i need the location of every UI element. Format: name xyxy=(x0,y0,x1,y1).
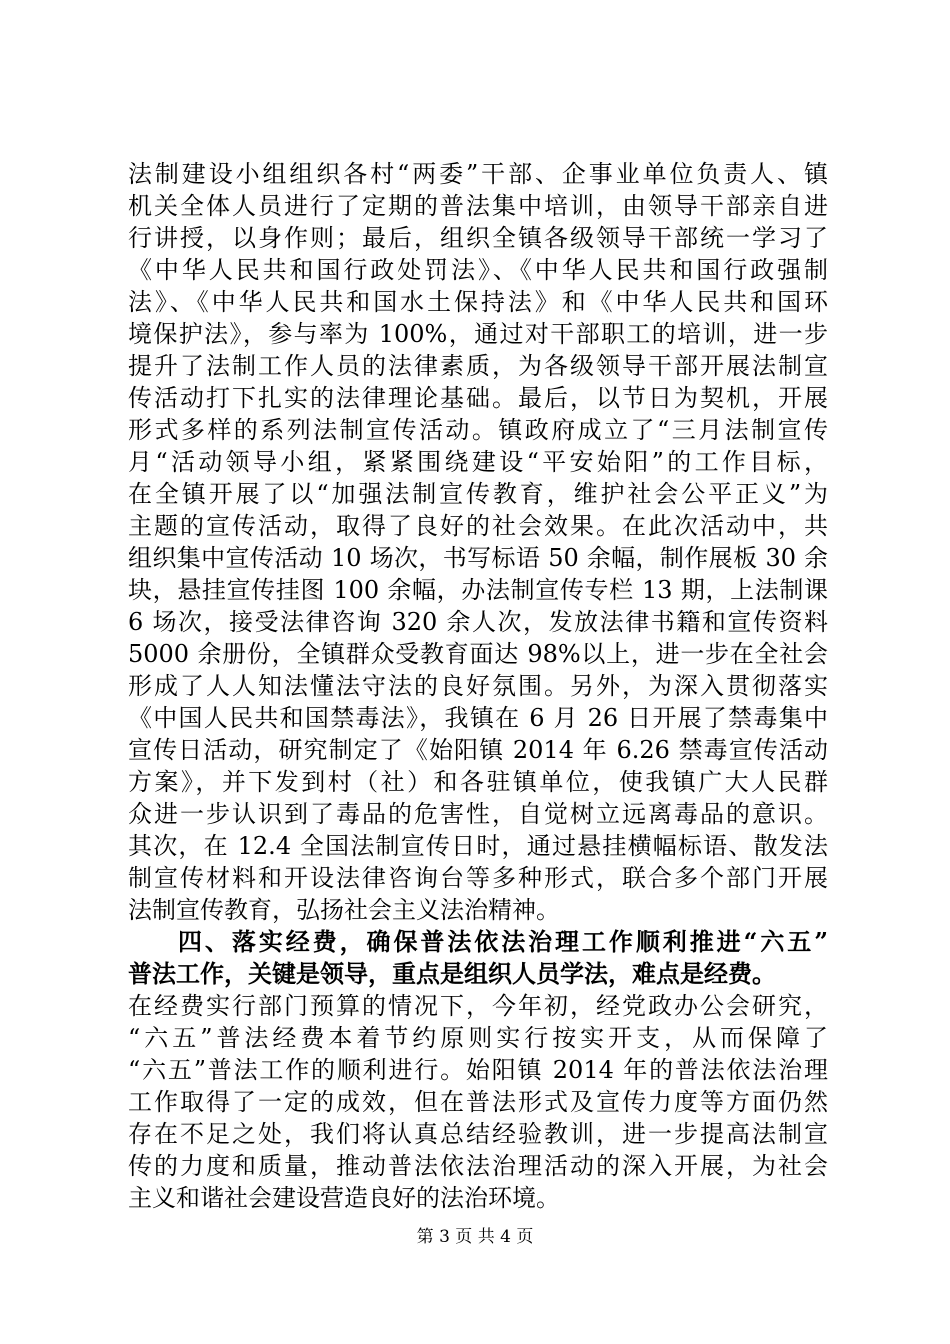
paragraph-line: 法制建设小组组织各村“两委”干部、企事业单位负责人、镇 xyxy=(128,160,828,188)
paragraph-line: 形成了人人知法懂法守法的良好氛围。另外，为深入贯彻落实 xyxy=(128,672,828,700)
section-heading xyxy=(128,926,828,990)
heading-line: 普法工作，关键是领导，重点是组织人员学法，难点是经费。 xyxy=(128,959,776,988)
paragraph-line: 法制宣传教育，弘扬社会主义法治精神。 xyxy=(128,896,560,924)
paragraph-line: 众进一步认识到了毒品的危害性，自觉树立远离毒品的意识。 xyxy=(128,800,828,828)
paragraph-line: 《中华人民共和国行政处罚法》、《中华人民共和国行政强制 xyxy=(128,256,828,284)
paragraph-line: 主义和谐社会建设营造良好的法治环境。 xyxy=(128,1184,560,1212)
paragraph-line: 6 场次，接受法律咨询 320 余人次，发放法律书籍和宣传资料 xyxy=(128,608,828,636)
paragraph-line: 行讲授，以身作则；最后，组织全镇各级领导干部统一学习了 xyxy=(128,224,828,252)
paragraph-line: 方案》，并下发到村（社）和各驻镇单位，使我镇广大人民群 xyxy=(128,768,828,796)
paragraph-2 xyxy=(128,990,828,1214)
page-footer: 第 3 页 共 4 页 xyxy=(416,1227,534,1247)
paragraph-line: 组织集中宣传活动 10 场次，书写标语 50 余幅，制作展板 30 余 xyxy=(128,544,828,572)
paragraph-line: “六五”普法经费本着节约原则实行按实开支，从而保障了 xyxy=(128,1024,828,1052)
paragraph-line: 形式多样的系列法制宣传活动。镇政府成立了“三月法制宣传 xyxy=(128,416,828,444)
heading-line: 四、落实经费，确保普法依法治理工作顺利推进“六五” xyxy=(178,927,828,956)
paragraph-line: 块，悬挂宣传挂图 100 余幅，办法制宣传专栏 13 期，上法制课 xyxy=(128,576,828,604)
paragraph-line: 制宣传材料和开设法律咨询台等多种形式，联合多个部门开展 xyxy=(128,864,828,892)
paragraph-line: 传的力度和质量，推动普法依法治理活动的深入开展，为社会 xyxy=(128,1152,828,1180)
paragraph-line: 宣传日活动，研究制定了《始阳镇 2014 年 6.26 禁毒宣传活动 xyxy=(128,736,828,764)
paragraph-line: 月“活动领导小组，紧紧围绕建设“平安始阳”的工作目标， xyxy=(128,448,828,476)
paragraph-line: 在全镇开展了以“加强法制宣传教育，维护社会公平正义”为 xyxy=(128,480,828,508)
paragraph-line: 5000 余册份，全镇群众受教育面达 98%以上，进一步在全社会 xyxy=(128,640,828,668)
paragraph-line: 主题的宣传活动，取得了良好的社会效果。在此次活动中，共 xyxy=(128,512,828,540)
paragraph-line: 其次，在 12.4 全国法制宣传日时，通过悬挂横幅标语、散发法 xyxy=(128,832,828,860)
paragraph-line: 提升了法制工作人员的法律素质，为各级领导干部开展法制宣 xyxy=(128,352,828,380)
paragraph-line: 《中国人民共和国禁毒法》，我镇在 6 月 26 日开展了禁毒集中 xyxy=(128,704,828,732)
paragraph-line: 境保护法》，参与率为 100%，通过对干部职工的培训，进一步 xyxy=(128,320,828,348)
paragraph-line: 工作取得了一定的成效，但在普法形式及宣传力度等方面仍然 xyxy=(128,1088,828,1116)
paragraph-line: 在经费实行部门预算的情况下，今年初，经党政办公会研究， xyxy=(128,992,828,1020)
paragraph-line: 机关全体人员进行了定期的普法集中培训，由领导干部亲自进 xyxy=(128,192,828,220)
paragraph-line: 法》、《中华人民共和国水土保持法》和《中华人民共和国环 xyxy=(128,288,828,316)
paragraph-line: “六五”普法工作的顺利进行。始阳镇 2014 年的普法依法治理 xyxy=(128,1056,828,1084)
paragraph-1 xyxy=(128,158,828,926)
document-body xyxy=(128,158,828,1214)
paragraph-line: 传活动打下扎实的法律理论基础。最后，以节日为契机，开展 xyxy=(128,384,828,412)
paragraph-line: 存在不足之处，我们将认真总结经验教训，进一步提高法制宣 xyxy=(128,1120,828,1148)
